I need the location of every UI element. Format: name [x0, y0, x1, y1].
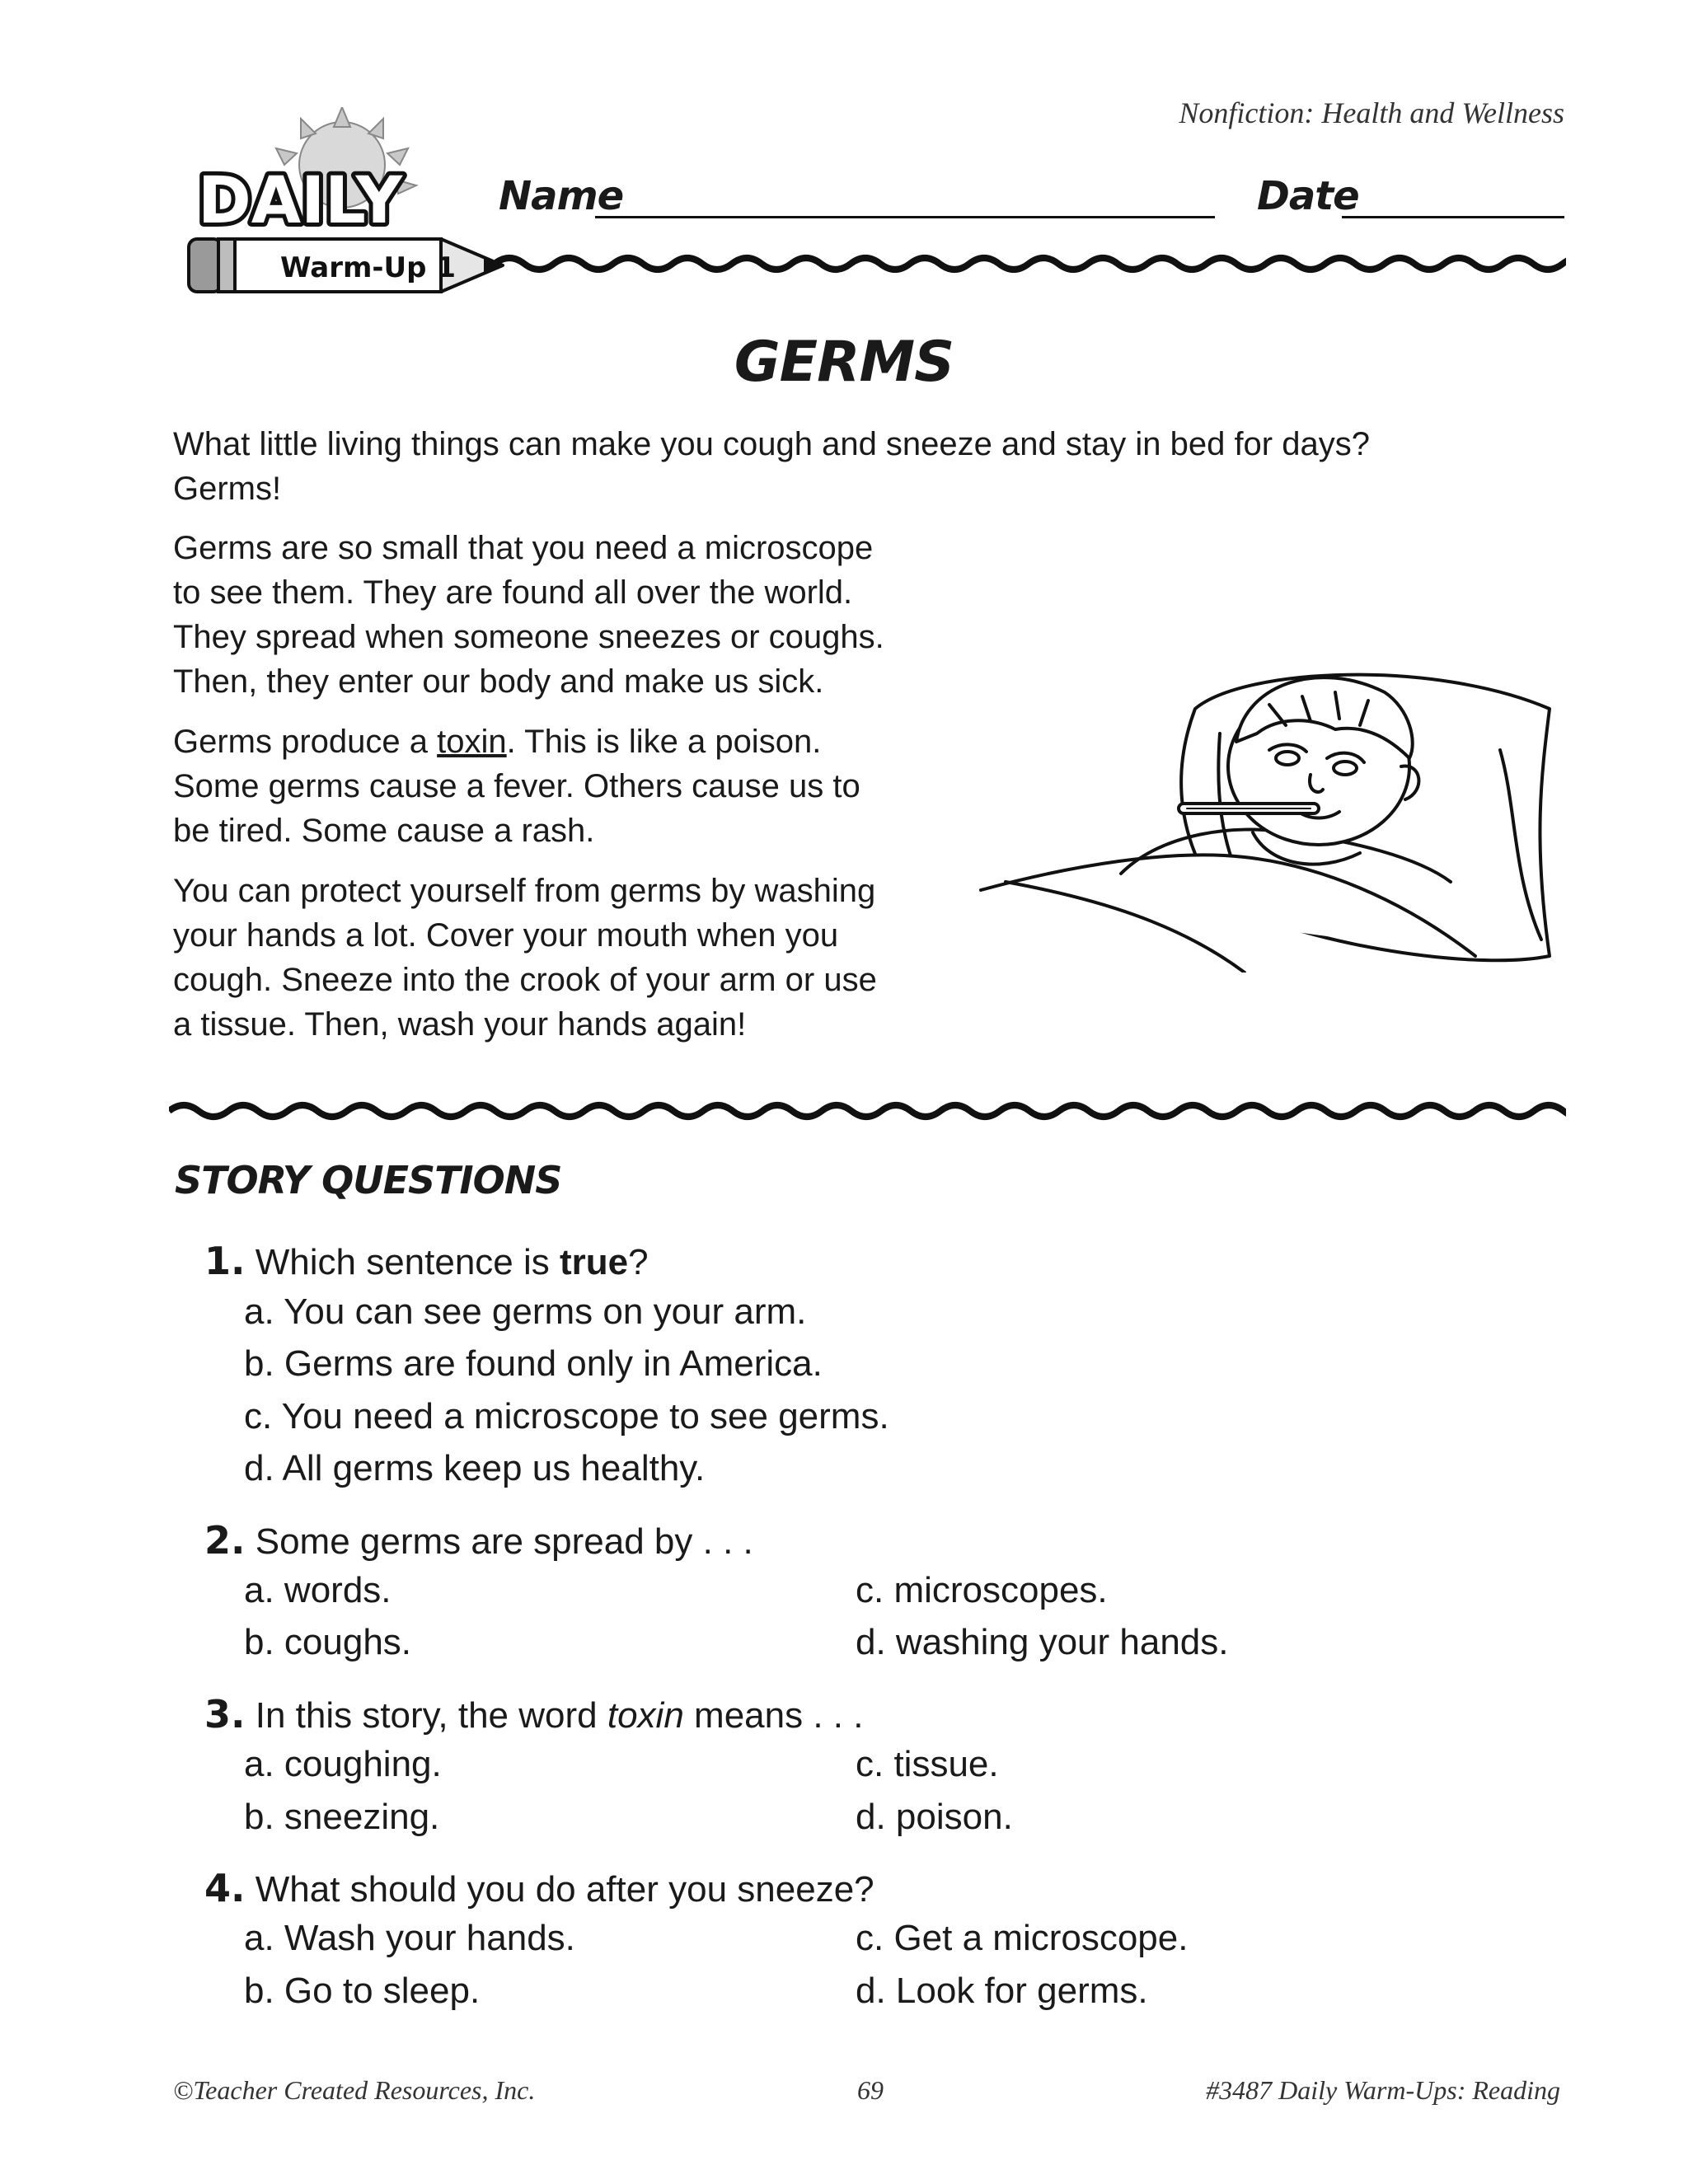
- wave-divider-middle: [169, 1094, 1566, 1127]
- question-3: [204, 1692, 863, 1736]
- paragraph-2: [173, 719, 981, 853]
- q2-option-a[interactable]: a. words.: [244, 1570, 392, 1610]
- text-line: What little living things can make you cough and sneeze and stay in bed for days?: [173, 426, 1370, 462]
- category-label: Nonfiction: Health and Wellness: [1179, 96, 1564, 129]
- question-number: 1.: [204, 1239, 246, 1283]
- thermometer-icon: [1179, 804, 1319, 813]
- q1-option-b[interactable]: b. Germs are found only in America.: [244, 1343, 823, 1384]
- q4-option-b[interactable]: b. Go to sleep.: [244, 1971, 481, 2011]
- daily-warm-up-logo: [177, 107, 523, 305]
- text-line: Some germs cause a fever. Others cause us to: [173, 768, 860, 804]
- q1-option-d[interactable]: d. All germs keep us healthy.: [244, 1448, 706, 1488]
- question-text: What should you do after you sneeze?: [255, 1869, 874, 1910]
- text-line: Germs!: [173, 471, 282, 507]
- footer-publisher: ©Teacher Created Resources, Inc.: [173, 2075, 536, 2105]
- question-emphasis: toxin: [607, 1695, 684, 1736]
- wave-divider-top: [495, 247, 1566, 280]
- q2-option-c[interactable]: c. microscopes.: [856, 1570, 1108, 1610]
- question-text: Some germs are spread by . . .: [255, 1521, 753, 1562]
- text-line: Germs are so small that you need a microscope: [173, 530, 874, 566]
- question-text: In this story, the word: [255, 1695, 607, 1736]
- question-1: [204, 1239, 649, 1283]
- question-number: 4.: [204, 1866, 246, 1910]
- text-line: cough. Sneeze into the crook of your arm or use: [173, 962, 877, 998]
- text-line: be tired. Some cause a rash.: [173, 813, 595, 849]
- text-line: your hands a lot. Cover your mouth when you: [173, 917, 839, 954]
- question-text: Which sentence is: [255, 1242, 560, 1282]
- question-emphasis: true: [560, 1242, 629, 1282]
- q1-option-a[interactable]: a. You can see germs on your arm.: [244, 1291, 807, 1332]
- logo-subtitle: Warm-Up 1: [280, 251, 456, 284]
- paragraph-3: [173, 869, 981, 1047]
- date-field[interactable]: [1342, 216, 1564, 218]
- paragraph-1: [173, 526, 981, 704]
- q4-option-a[interactable]: a. Wash your hands.: [244, 1918, 575, 1958]
- text-line: You can protect yourself from germs by washing: [173, 873, 876, 909]
- text-line: Germs produce a: [173, 724, 438, 760]
- text-line: They spread when someone sneezes or coughs.: [173, 619, 884, 655]
- q3-option-c[interactable]: c. tissue.: [856, 1744, 999, 1784]
- text-line: a tissue. Then, wash your hands again!: [173, 1006, 747, 1043]
- q2-option-b[interactable]: b. coughs.: [244, 1622, 412, 1662]
- questions-heading: STORY QUESTIONS: [175, 1158, 562, 1202]
- text-line: . This is like a poison.: [506, 724, 822, 760]
- logo-word: DAILY: [198, 164, 403, 238]
- question-number: 3.: [204, 1692, 246, 1736]
- question-number: 2.: [204, 1518, 246, 1563]
- question-text: means . . .: [683, 1695, 864, 1736]
- question-text: ?: [628, 1242, 649, 1282]
- name-field[interactable]: [595, 216, 1215, 218]
- text-line: to see them. They are found all over the world.: [173, 574, 853, 611]
- question-2: [204, 1518, 753, 1563]
- pencil-icon: [189, 239, 503, 292]
- q3-option-b[interactable]: b. sneezing.: [244, 1797, 440, 1837]
- text-line: Then, they enter our body and make us sick.: [173, 663, 824, 700]
- intro-paragraph: [173, 422, 1525, 511]
- footer-book-title: #3487 Daily Warm-Ups: Reading: [1206, 2075, 1560, 2105]
- q1-option-c[interactable]: c. You need a microscope to see germs.: [244, 1396, 889, 1436]
- q3-option-a[interactable]: a. coughing.: [244, 1744, 442, 1784]
- story-title: GERMS: [734, 330, 954, 395]
- q4-option-d[interactable]: d. Look for germs.: [856, 1971, 1148, 2011]
- q2-option-d[interactable]: d. washing your hands.: [856, 1622, 1229, 1662]
- vocab-word-toxin: toxin: [437, 724, 507, 760]
- question-4: [204, 1866, 874, 1910]
- date-label: Date: [1257, 173, 1359, 219]
- name-label: Name: [499, 173, 624, 219]
- q3-option-d[interactable]: d. poison.: [856, 1797, 1013, 1837]
- footer-page-number: 69: [857, 2075, 884, 2105]
- daily-word: [198, 164, 404, 238]
- q4-option-c[interactable]: c. Get a microscope.: [856, 1918, 1189, 1958]
- sick-child-illustration: [973, 626, 1566, 972]
